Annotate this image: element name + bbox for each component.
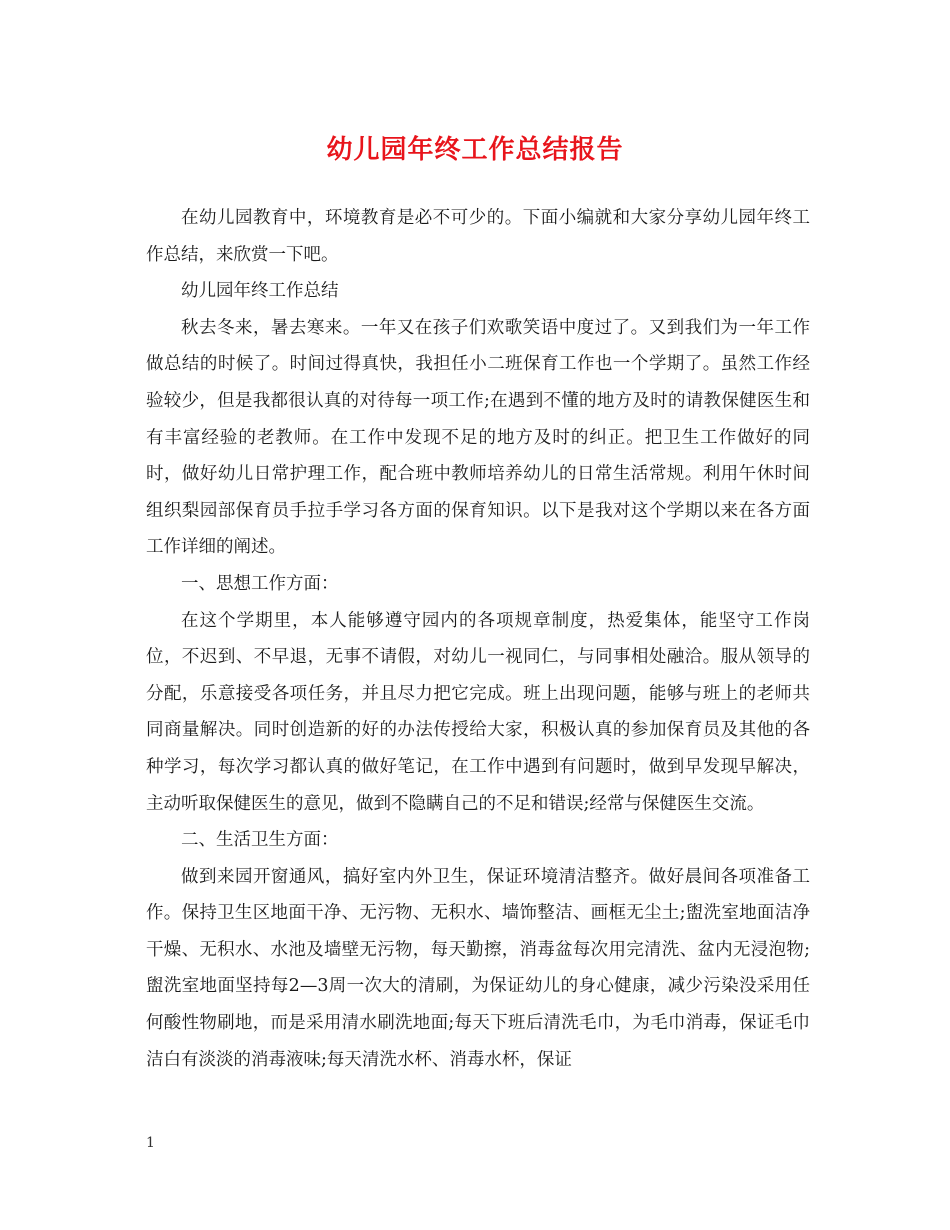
document-body xyxy=(146,200,810,1078)
paragraph-intro: 在幼儿园教育中，环境教育是必不可少的。下面小编就和大家分享幼儿园年终工作总结，来欣赏一下吧。 xyxy=(146,208,810,265)
paragraph-hygiene: 做到来园开窗通风，搞好室内外卫生，保证环境清洁整齐。做好晨间各项准备工作。保持卫生区地面干净、无污物、无积水、墙饰整洁、画框无尘土;盥洗室地面洁净干燥、无积水、水池及墙壁无污物，每天勤擦，消毒盆每次用完清洗、盆内无浸泡物;盥洗室地面坚持每2—3周一次大的清刷，为保证幼儿的身心健康，减少污染没采用任何酸性物刷地，而是采用清水刷洗地面;每天下班后清洗毛巾，为毛巾消毒，保证毛巾洁白有淡淡的消毒液味;每天清洗水杯、消毒水杯，保证 xyxy=(146,866,810,1070)
document-title: 幼儿园年终工作总结报告 xyxy=(326,135,624,165)
paragraph-overview: 秋去冬来，暑去寒来。一年又在孩子们欢歌笑语中度过了。又到我们为一年工作做总结的时候了。时间过得真快，我担任小二班保育工作也一个学期了。虽然工作经验较少，但是我都很认真的对待每一项工作;在遇到不懂的地方及时的请教保健医生和有丰富经验的老教师。在工作中发现不足的地方及时的纠正。把卫生工作做好的同时，做好幼儿日常护理工作，配合班中教师培养幼儿的日常生活常规。利用午休时间组织梨园部保育员手拉手学习各方面的保育知识。以下是我对这个学期以来在各方面工作详细的阐述。 xyxy=(146,317,810,558)
section-heading-ideology: 一、思想工作方面： xyxy=(181,573,339,594)
page-number: 1 xyxy=(146,1135,155,1151)
section-heading-hygiene: 二、生活卫生方面： xyxy=(181,830,339,851)
paragraph-subtitle: 幼儿园年终工作总结 xyxy=(181,281,339,302)
paragraph-ideology: 在这个学期里，本人能够遵守园内的各项规章制度，热爱集体，能坚守工作岗位，不迟到、不早退，无事不请假，对幼儿一视同仁，与同事相处融洽。服从领导的分配，乐意接受各项任务，并且尽力把它完成。班上出现问题，能够与班上的老师共同商量解决。同时创造新的好的办法传授给大家，积极认真的参加保育员及其他的各种学习，每次学习都认真的做好笔记，在工作中遇到有问题时，做到早发现早解决，主动听取保健医生的意见，做到不隐瞒自己的不足和错误;经常与保健医生交流。 xyxy=(146,610,810,814)
